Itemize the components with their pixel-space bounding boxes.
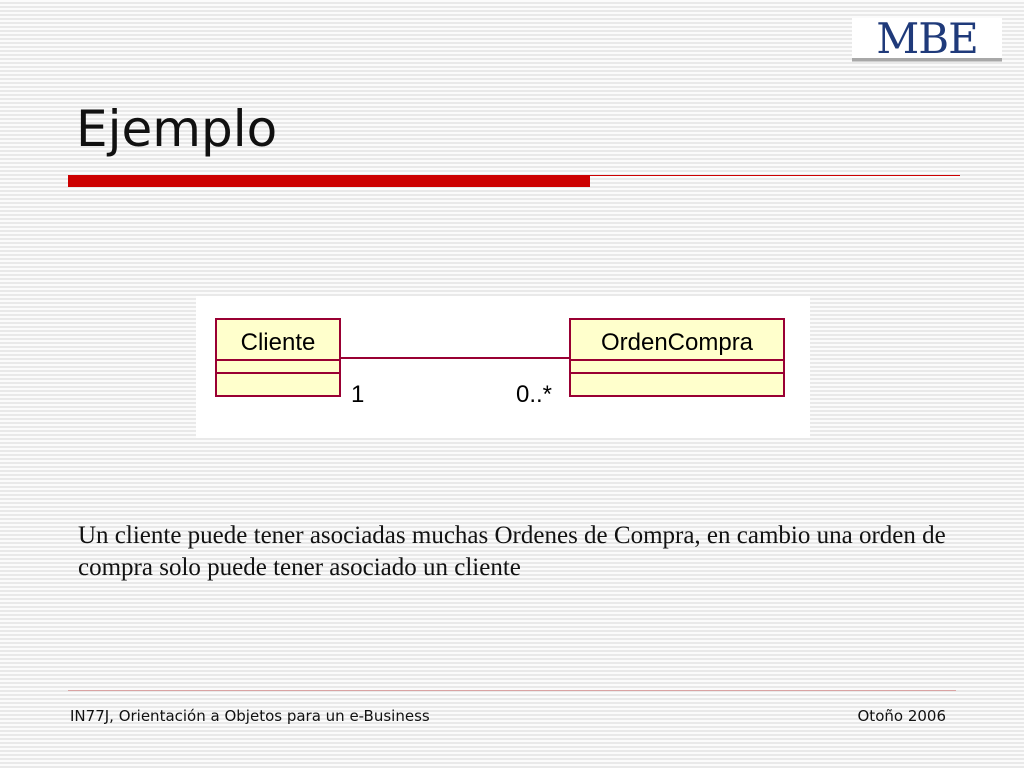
title-underline-thick xyxy=(68,175,590,187)
class-ordencompra xyxy=(570,319,784,396)
slide-title: Ejemplo xyxy=(76,100,278,158)
slide-body-text: Un cliente puede tener asociadas muchas Ordenes de Compra, en cambio una orden de compra solo puede tener asociado un cliente xyxy=(78,522,946,581)
multiplicity-left: 1 xyxy=(351,381,365,408)
title-underline-thin xyxy=(590,175,960,176)
mbe-logo xyxy=(852,14,1002,63)
class-cliente-name: Cliente xyxy=(240,329,316,356)
class-ordencompra-name: OrdenCompra xyxy=(600,329,754,356)
uml-diagram xyxy=(196,296,810,438)
footer-course: IN77J, Orientación a Objetos para un e-Business xyxy=(70,707,430,725)
footer-divider xyxy=(68,690,956,691)
multiplicity-right: 0..* xyxy=(516,381,553,408)
class-cliente xyxy=(216,319,340,396)
logo-text: MBE xyxy=(876,14,978,63)
footer-term: Otoño 2006 xyxy=(857,707,946,725)
